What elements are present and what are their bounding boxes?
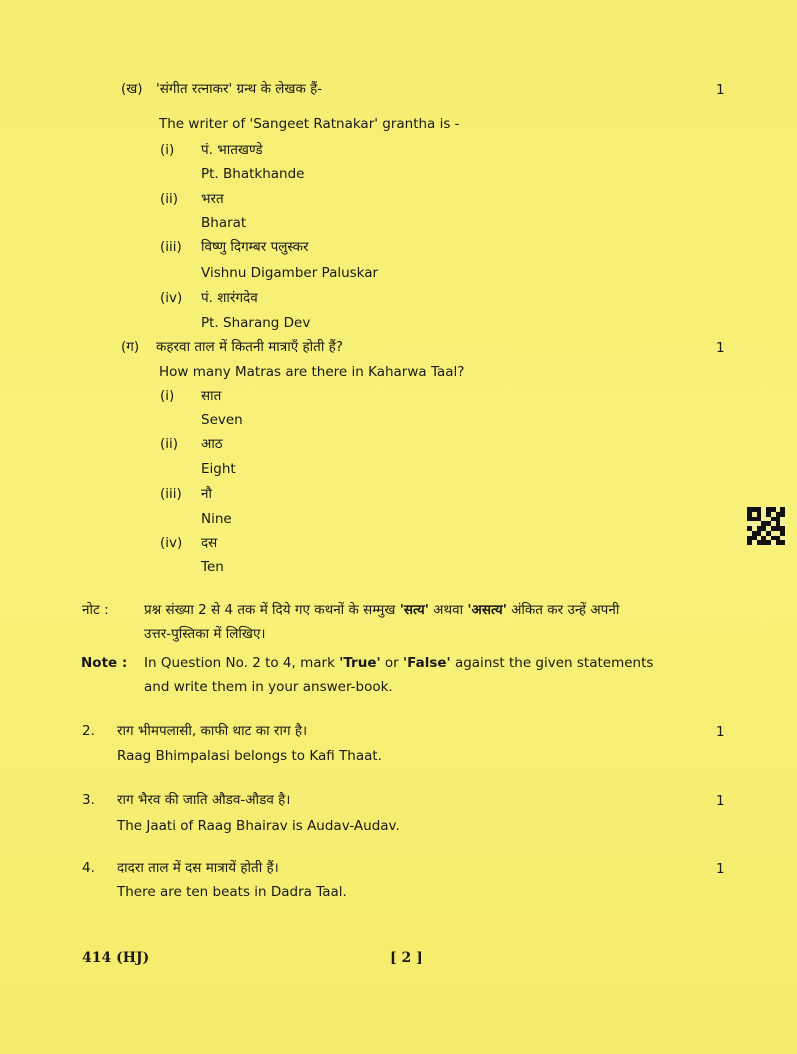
q1b-opt1-hindi: पं. भातखण्डे bbox=[201, 142, 263, 158]
note-hindi-line2: उत्तर-पुस्तिका में लिखिए। bbox=[144, 626, 266, 642]
q1c-opt3-hindi: नौ bbox=[201, 486, 212, 502]
q1b-opt1-english: Pt. Bhatkhande bbox=[201, 166, 305, 182]
q1b-marks: 1 bbox=[716, 82, 725, 98]
q4-num: 4. bbox=[82, 860, 95, 876]
q1b-opt1-num: (i) bbox=[160, 142, 175, 158]
note-hindi-pre: प्रश्न संख्या 2 से 4 तक में दिये गए कथनों के सम्मुख bbox=[144, 602, 400, 618]
q1c-opt2-num: (ii) bbox=[160, 436, 179, 452]
q1c-english: How many Matras are there in Kaharwa Taal? bbox=[159, 364, 465, 380]
note-english-mid: or bbox=[380, 655, 404, 671]
q3-hindi: राग भैरव की जाति औडव-औडव है। bbox=[117, 792, 291, 808]
page-number: [ 2 ] bbox=[390, 950, 423, 966]
note-english-post: against the given statements bbox=[450, 655, 654, 671]
q1b-english: The writer of 'Sangeet Ratnakar' grantha is - bbox=[159, 116, 460, 132]
note-hindi-true: 'सत्य' bbox=[399, 602, 429, 618]
q1c-opt1-num: (i) bbox=[160, 388, 175, 404]
q1c-opt3-num: (iii) bbox=[160, 486, 182, 502]
qr-code bbox=[747, 507, 785, 545]
q4-hindi: दादरा ताल में दस मात्रायें होती हैं। bbox=[117, 860, 279, 876]
note-english-line2: and write them in your answer-book. bbox=[144, 679, 393, 695]
note-english-false: 'False' bbox=[403, 655, 451, 671]
q1c-opt4-hindi: दस bbox=[201, 535, 218, 551]
q1c-marks: 1 bbox=[716, 340, 725, 356]
q1c-opt1-english: Seven bbox=[201, 412, 243, 428]
q1b-opt2-num: (ii) bbox=[160, 191, 179, 207]
q2-num: 2. bbox=[82, 723, 95, 739]
q1b-label: (ख) bbox=[121, 81, 143, 97]
note-english-true: 'True' bbox=[339, 655, 381, 671]
q2-english: Raag Bhimpalasi belongs to Kafi Thaat. bbox=[117, 748, 382, 764]
paper-code: 414 (HJ) bbox=[82, 950, 150, 966]
q1c-opt4-english: Ten bbox=[201, 559, 224, 575]
q3-english: The Jaati of Raag Bhairav is Audav-Audav. bbox=[117, 818, 400, 834]
q1c-opt1-hindi: सात bbox=[201, 388, 222, 404]
note-hindi-mid: अथवा bbox=[428, 602, 468, 618]
note-english-pre: In Question No. 2 to 4, mark bbox=[144, 655, 340, 671]
q1b-hindi: 'संगीत रत्नाकर' ग्रन्थ के लेखक हैं- bbox=[156, 81, 323, 97]
q1b-opt4-hindi: पं. शारंगदेव bbox=[201, 290, 258, 306]
note-english-line1 bbox=[144, 654, 653, 672]
q1b-opt3-english: Vishnu Digamber Paluskar bbox=[201, 265, 379, 281]
q2-hindi: राग भीमपलासी, काफी थाट का राग है। bbox=[117, 723, 308, 739]
q4-english: There are ten beats in Dadra Taal. bbox=[117, 884, 347, 900]
note-english-label: Note : bbox=[81, 655, 128, 671]
note-hindi-post: अंकित कर उन्हें अपनी bbox=[506, 602, 620, 618]
q2-marks: 1 bbox=[716, 724, 725, 740]
q3-num: 3. bbox=[82, 792, 95, 808]
q1c-opt4-num: (iv) bbox=[160, 535, 183, 551]
q1b-opt4-english: Pt. Sharang Dev bbox=[201, 315, 311, 331]
q1c-opt3-english: Nine bbox=[201, 511, 232, 527]
q1b-opt2-hindi: भरत bbox=[201, 191, 224, 207]
q1c-label: (ग) bbox=[121, 339, 140, 355]
q1c-hindi: कहरवा ताल में कितनी मात्राएँ होती हैं? bbox=[156, 339, 343, 355]
q1b-opt3-hindi: विष्णु दिगम्बर पलुस्कर bbox=[201, 239, 309, 255]
q1c-opt2-english: Eight bbox=[201, 461, 236, 477]
q1b-opt2-english: Bharat bbox=[201, 215, 247, 231]
q1c-opt2-hindi: आठ bbox=[201, 436, 223, 452]
note-hindi-line1 bbox=[144, 601, 619, 619]
q3-marks: 1 bbox=[716, 793, 725, 809]
q4-marks: 1 bbox=[716, 861, 725, 877]
note-hindi-label: नोट : bbox=[82, 602, 109, 618]
note-hindi-false: 'असत्य' bbox=[467, 602, 507, 618]
q1b-opt4-num: (iv) bbox=[160, 290, 183, 306]
q1b-opt3-num: (iii) bbox=[160, 239, 182, 255]
